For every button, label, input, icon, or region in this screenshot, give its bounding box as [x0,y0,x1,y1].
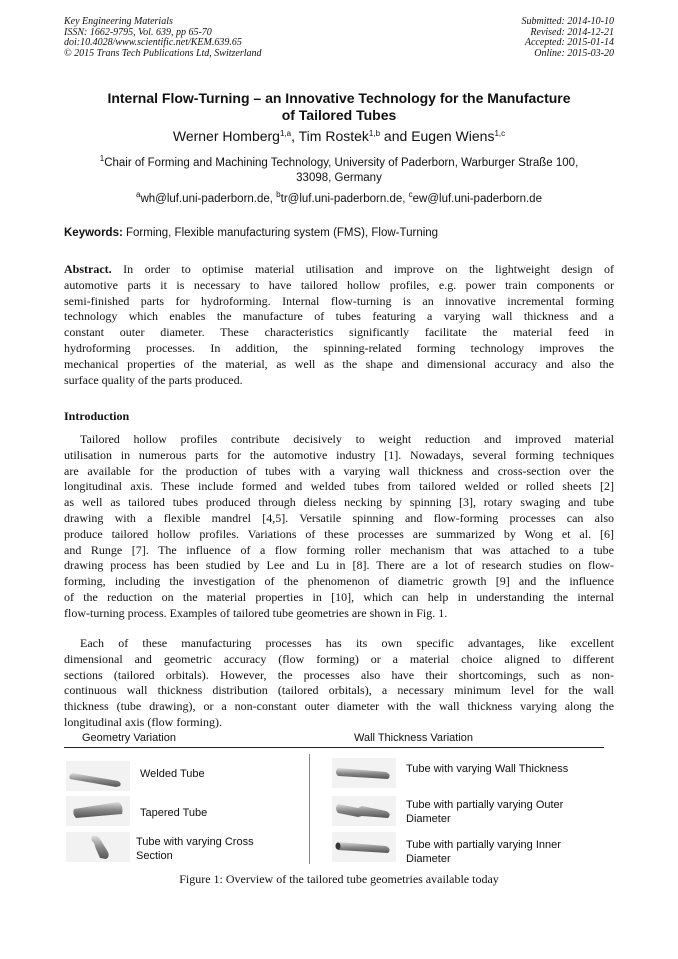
title-line-1: Internal Flow-Turning – an Innovative Technology for the Manufacture [107,90,571,106]
author-affil-marker: 1,a [279,129,292,138]
welded-tube-label: Welded Tube [140,768,205,780]
varying-wall-tube-icon [332,758,396,788]
email-separator: , [269,193,277,205]
figure-1 [64,728,614,896]
welded-tube-icon [66,761,130,791]
figure-header-rule [64,747,604,748]
paragraph-line: Tailored hollow profiles contribute decisively to weight reduction and improved material [80,432,614,446]
tapered-tube-label: Tapered Tube [140,807,208,819]
section-heading-introduction: Introduction [64,409,130,423]
paragraph-line: are available for the production of tubes with a varying wall thickness and cross-section over the [64,463,614,478]
doi-line: doi:10.4028/www.scientific.net/KEM.639.65 [64,37,242,49]
varying-wall-tube-label: Tube with varying Wall Thickness [406,763,569,775]
paragraph-line: flow-turning process. Examples of tailored tube geometries are shown in Fig. 1. [64,605,448,620]
abstract-line: Abstract. In order to optimise material utilisation and improve on the lightweight design of [64,262,614,276]
paragraph-line: continuous wall thickness distribution (tailored orbitals), a necessary minimum level for the wall [64,683,614,698]
journal-name: Key Engineering Materials [64,16,173,27]
paragraph-line: dimensional and geometric accuracy (flow forming) or a material choice aligned to different [64,651,614,666]
accepted-date: Accepted: 2015-01-14 [524,37,614,49]
paragraph-line: of the reduction on the material properties in [10], which can help in understanding the internal [64,589,614,604]
abstract-line: mechanical properties of the material, as well as the shape and dimensional accuracy and also the [64,356,614,371]
keywords-label: Keywords: [64,227,123,239]
paragraph-line: Each of these manufacturing processes has its own specific advantages, like excellent [80,636,614,650]
email-marker: b [276,190,281,199]
intro-paragraph-1 [64,432,614,622]
title-line-2: of Tailored Tubes [281,107,397,123]
abstract-line: automotive parts it is necessary to have tailored hollow profiles, e.g. power train components or [64,277,614,292]
paragraph-line: longitudinal axis. These include formed and welded tubes from tailored welded or rolled sheets [2] [64,479,614,494]
affiliation-line-1: Chair of Forming and Machining Technology, University of Paderborn, Warburger Straße 100, [104,157,579,169]
varying-inner-diameter-tube-icon [332,832,396,862]
email-marker: a [136,190,141,199]
author-affil-marker: 1,b [368,129,381,138]
revised-date: Revised: 2014-12-21 [530,26,614,38]
figure-caption: Figure 1: Overview of the tailored tube geometries available today [179,872,499,886]
author-name: Tim Rostek [298,128,369,144]
paragraph-line: produce tailored hollow profiles. Variations of these processes are summarized by Wong et al. [6] [64,526,614,541]
abstract-label: Abstract. [64,262,112,276]
geometry-variation-heading: Geometry Variation [82,732,176,744]
author-affil-marker: 1,c [494,129,506,138]
paragraph-line: and Runge [7]. The influence of a flow forming roller mechanism that was attached to a tube [64,542,614,557]
author-separator: and [380,128,412,144]
intro-paragraph-2 [64,636,614,731]
affiliation-marker: 1 [99,154,105,163]
paper-title [40,90,638,124]
abstract-line: semi-finished parts for hydroforming. Internal flow-turning is an innovative incremental forming [64,293,614,308]
keywords [64,226,614,241]
affiliation-line-2: 33098, Germany [296,172,382,184]
figure-column-divider [309,754,310,864]
journal-header-left [64,17,262,59]
paragraph-line: longitudinal axis (flow forming). [64,714,222,729]
varying-outer-diameter-tube-label: Tube with partially varying Outer Diameter [406,799,564,825]
paragraph-line: utilisation in numerous parts for the automotive industry [1]. Nowadays, several forming techniques [64,447,614,462]
abstract-line: technology which enables the manufacture of tubes featuring a varying wall thickness and a [64,309,614,324]
varying-inner-diameter-tube-label: Tube with partially varying Inner Diameter [406,839,561,865]
copyright-line: © 2015 Trans Tech Publications Ltd, Switzerland [64,47,262,59]
email-marker: c [408,190,413,199]
author-list [40,126,638,146]
varying-cross-section-tube-icon [66,832,130,862]
abstract [64,262,614,388]
paragraph-line: as well as tailored tubes produced through dieless necking by spinning [3], rotary swaging and tube [64,495,614,510]
author-name: Eugen Wiens [411,128,495,144]
issn-line: ISSN: 1662-9795, Vol. 639, pp 65-70 [64,26,212,38]
varying-outer-diameter-tube-icon [332,796,396,826]
paragraph-line: thickness (tube drawing), or a non-constant outer diameter with the wall thickness varying along the [64,699,614,714]
author-separator: , [291,128,299,144]
abstract-line: surface quality of the parts produced. [64,372,243,387]
paragraph-line: forming, including the investigation of the phenomenon of diametric growth [9] and the influence [64,574,614,589]
email-address[interactable]: wh@luf.uni-paderborn.de [140,193,270,205]
wall-thickness-variation-heading: Wall Thickness Variation [354,732,474,744]
submitted-date: Submitted: 2014-10-10 [521,16,614,27]
paragraph-line: drawing process has been studied by Lee and Lu in [8]. There are a lot of research studies on flow- [64,558,614,573]
author-name: Werner Homberg [172,128,280,144]
tapered-tube-icon [66,796,130,826]
email-address[interactable]: ew@luf.uni-paderborn.de [412,193,542,205]
abstract-line: hydroforming processes. In addition, the spinning-related forming technology improves the [64,340,614,355]
email-list [40,192,638,207]
affiliation [70,156,608,186]
online-date: Online: 2015-03-20 [534,47,614,59]
email-separator: , [402,193,409,205]
journal-header-right [522,17,615,59]
email-address[interactable]: tr@luf.uni-paderborn.de [280,193,403,205]
paragraph-line: sections (tailored orbitals). However, the processes also have their shortcomings, such as non- [64,667,614,682]
abstract-line: constant outer diameter. These characteristics significantly facilitate the material feed in [64,325,614,340]
keywords-text: Forming, Flexible manufacturing system (FMS), Flow-Turning [122,227,439,239]
varying-cross-section-tube-label: Tube with varying Cross Section [136,836,254,862]
paragraph-line: drawing with a flexible mandrel [4,5]. Versatile spinning and flow-forming processes can also [64,510,614,525]
